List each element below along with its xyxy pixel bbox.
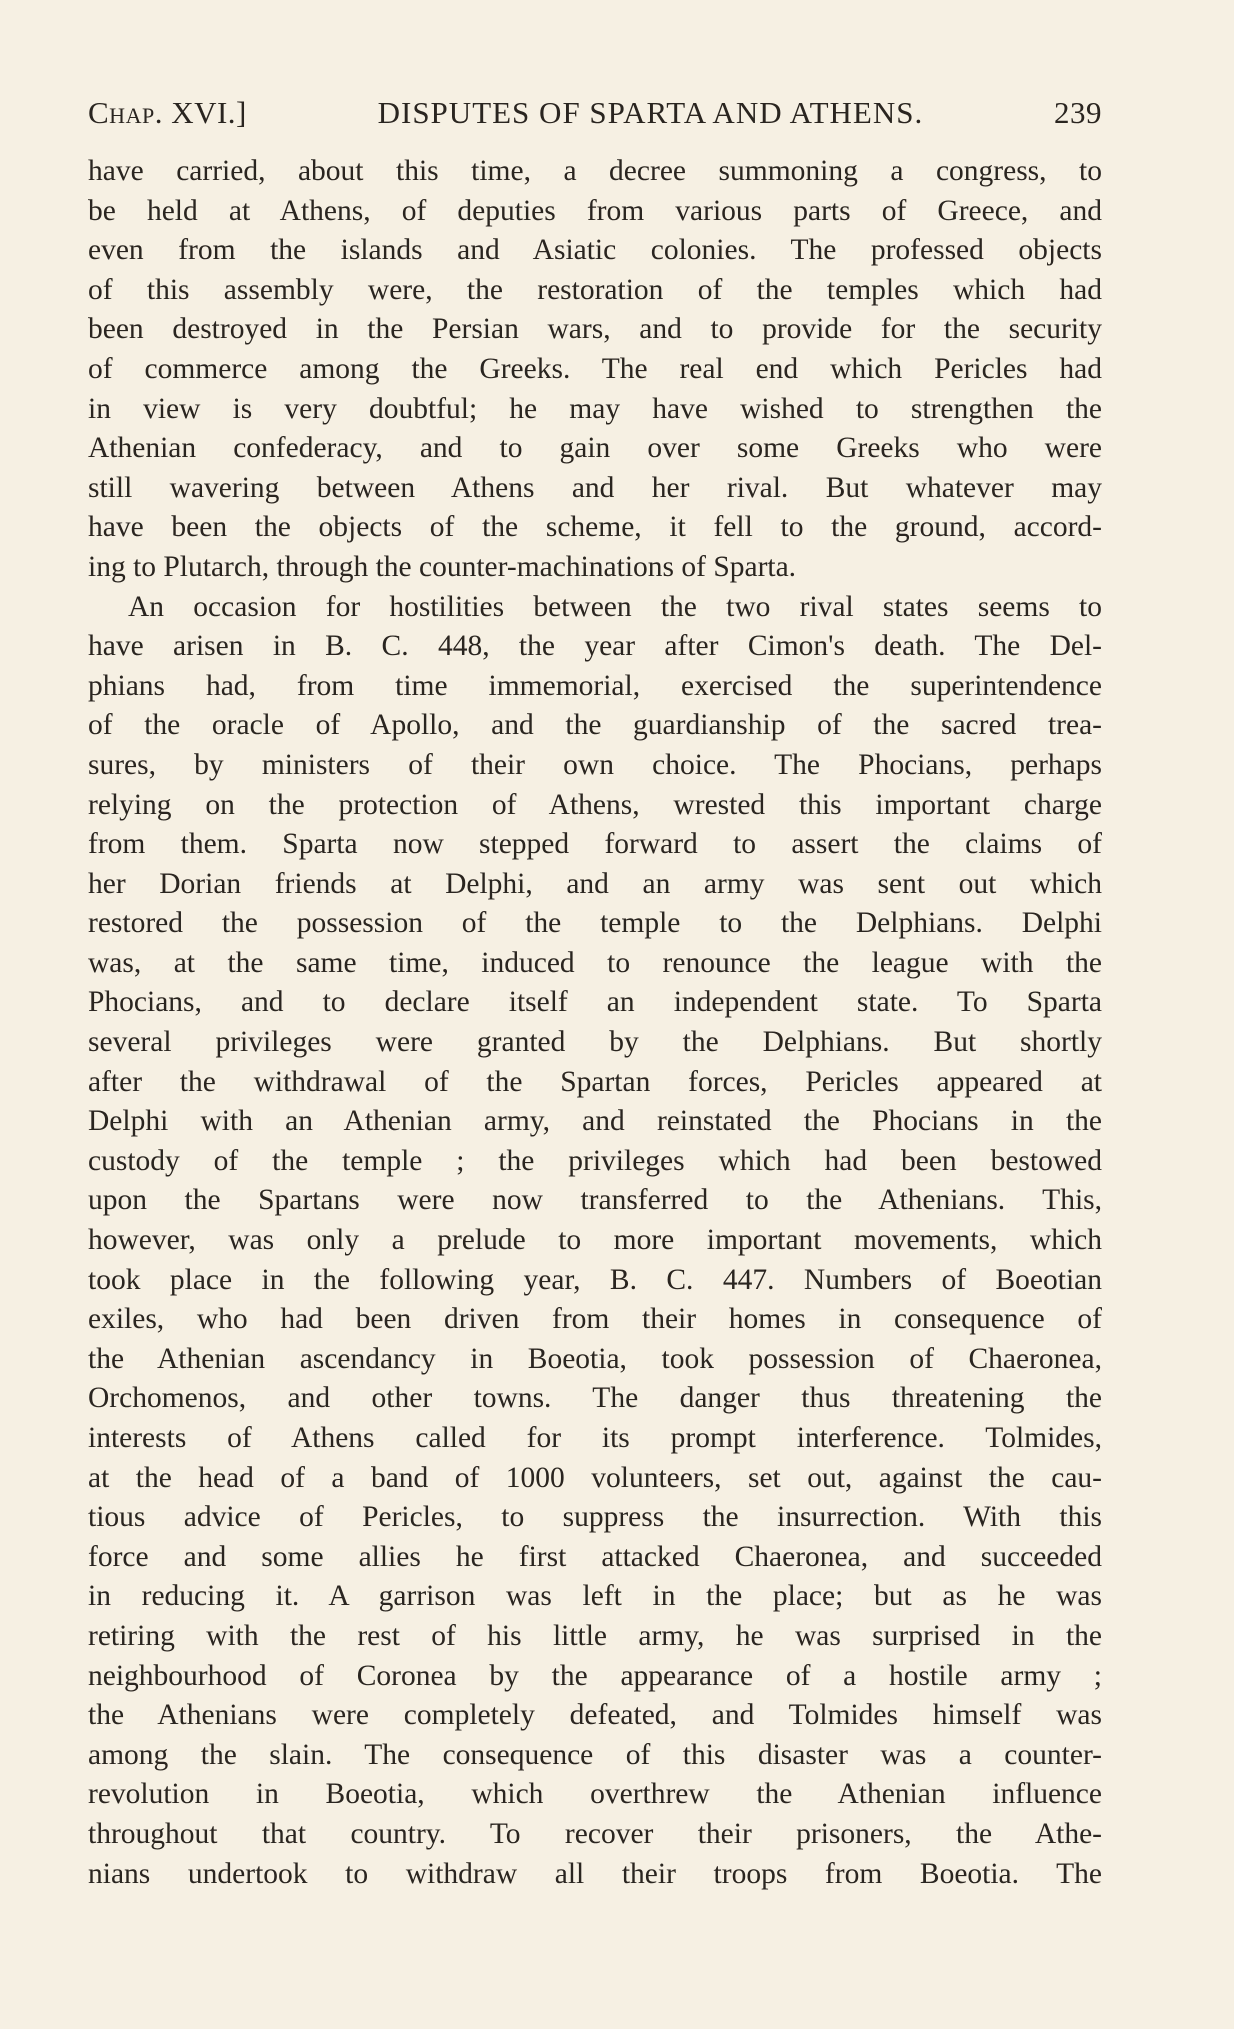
text-line: Athenian confederacy, and to gain over some Greeks who were — [88, 432, 1102, 465]
text-line: of commerce among the Greeks. The real end which Pericles had — [88, 352, 1102, 385]
text-line: in view is very doubtful; he may have wished to strengthen the — [88, 392, 1102, 425]
text-line: tious advice of Pericles, to suppress the insurrection. With this — [88, 1501, 1102, 1534]
text-line: several privileges were granted by the Delphians. But shortly — [88, 1026, 1102, 1059]
text-line: restored the possession of the temple to the Delphians. Delphi — [88, 907, 1102, 940]
chapter-label: Chap. XVI.] — [88, 95, 247, 130]
text-line: among the slain. The consequence of this disaster was a counter- — [88, 1738, 1102, 1771]
text-line: be held at Athens, of deputies from various parts of Greece, and — [88, 194, 1102, 227]
text-line: ing to Plutarch, through the counter-machinations of Sparta. — [88, 550, 797, 583]
running-header — [88, 94, 1102, 132]
text-line: of the oracle of Apollo, and the guardianship of the sacred trea- — [88, 709, 1102, 742]
text-line: have carried, about this time, a decree summoning a congress, to — [88, 155, 1102, 187]
text-line: nians undertook to withdraw all their troops from Boeotia. The — [88, 1857, 1102, 1890]
text-line: Orchomenos, and other towns. The danger thus threatening the — [88, 1382, 1102, 1415]
text-line: took place in the following year, B. C. 447. Numbers of Boeotian — [88, 1263, 1102, 1296]
text-line: have been the objects of the scheme, it fell to the ground, accord- — [88, 511, 1102, 544]
running-title: DISPUTES OF SPARTA AND ATHENS. — [377, 95, 924, 130]
text-line: from them. Sparta now stepped forward to assert the claims of — [88, 828, 1102, 861]
paragraph-first-line: An occasion for hostilities between the two rival states seems to — [128, 590, 1102, 623]
text-line: the Athenians were completely defeated, and Tolmides himself was — [88, 1699, 1102, 1732]
text-line: force and some allies he first attacked Chaeronea, and succeeded — [88, 1540, 1102, 1573]
text-line: at the head of a band of 1000 volunteers, set out, against the cau- — [88, 1461, 1102, 1494]
text-line: in reducing it. A garrison was left in the place; but as he was — [88, 1580, 1102, 1613]
text-line: phians had, from time immemorial, exercised the superintendence — [88, 669, 1102, 702]
text-line: Phocians, and to declare itself an independent state. To Sparta — [88, 986, 1102, 1019]
text-line: exiles, who had been driven from their homes in consequence of — [88, 1303, 1102, 1336]
text-line: even from the islands and Asiatic colonies. The professed objects — [88, 234, 1102, 267]
text-line: been destroyed in the Persian wars, and to provide for the security — [88, 313, 1102, 346]
body-text — [88, 152, 1102, 1894]
text-line: Delphi with an Athenian army, and reinstated the Phocians in the — [88, 1105, 1102, 1138]
text-line: upon the Spartans were now transferred to the Athenians. This, — [88, 1184, 1102, 1217]
text-line: throughout that country. To recover their prisoners, the Athe- — [88, 1817, 1102, 1850]
text-line: of this assembly were, the restoration of the temples which had — [88, 273, 1102, 306]
text-line: relying on the protection of Athens, wrested this important charge — [88, 788, 1102, 821]
page-number: 239 — [1053, 95, 1102, 130]
text-line: her Dorian friends at Delphi, and an army was sent out which — [88, 867, 1102, 900]
text-line: retiring with the rest of his little army, he was surprised in the — [88, 1619, 1102, 1652]
text-line: interests of Athens called for its prompt interference. Tolmides, — [88, 1422, 1102, 1454]
text-line: however, was only a prelude to more important movements, which — [88, 1224, 1102, 1257]
text-line: custody of the temple ; the privileges which had been bestowed — [88, 1144, 1102, 1177]
text-line: was, at the same time, induced to renounce the league with the — [88, 946, 1102, 979]
text-line: the Athenian ascendancy in Boeotia, took possession of Chaeronea, — [88, 1342, 1102, 1375]
text-line: revolution in Boeotia, which overthrew the Athenian influence — [88, 1778, 1102, 1811]
text-line: sures, by ministers of their own choice. The Phocians, perhaps — [88, 748, 1102, 781]
text-line: have arisen in B. C. 448, the year after Cimon's death. The Del- — [88, 630, 1102, 663]
text-line: still wavering between Athens and her rival. But whatever may — [88, 471, 1102, 504]
text-line: neighbourhood of Coronea by the appearance of a hostile army ; — [88, 1659, 1102, 1692]
text-line: after the withdrawal of the Spartan forces, Pericles appeared at — [88, 1065, 1102, 1098]
